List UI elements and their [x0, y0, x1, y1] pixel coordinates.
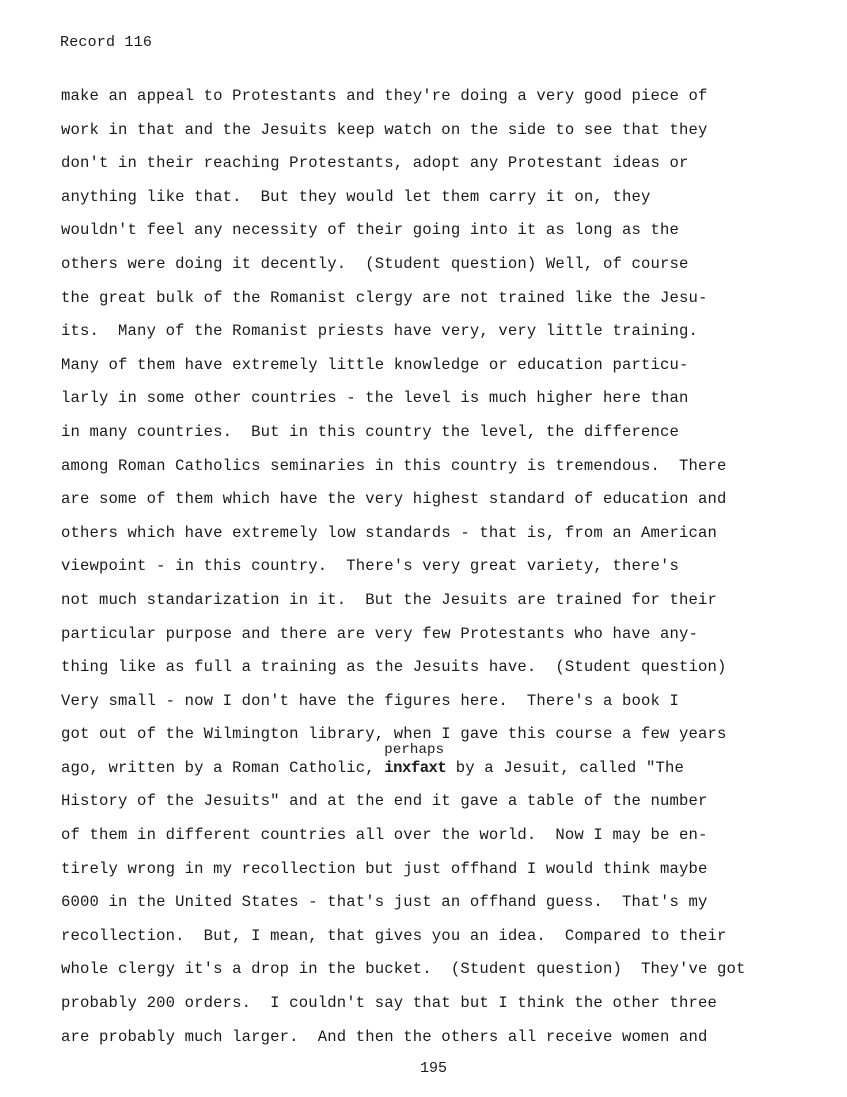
text-line: don't in their reaching Protestants, adopt any Protestant ideas or — [61, 154, 689, 173]
text-line: 6000 in the United States - that's just an offhand guess. That's my — [61, 893, 708, 912]
text-line: thing like as full a training as the Jesuits have. (Student question) — [61, 658, 727, 677]
line-segment-after: by a Jesuit, called "The — [446, 758, 684, 777]
text-line: History of the Jesuits" and at the end it gave a table of the number — [61, 792, 708, 811]
text-line: work in that and the Jesuits keep watch on the side to see that they — [61, 120, 708, 139]
text-line: among Roman Catholics seminaries in this country is tremendous. There — [61, 456, 727, 475]
text-line: particular purpose and there are very few Protestants who have any- — [61, 624, 699, 643]
text-line: in many countries. But in this country the level, the difference — [61, 422, 680, 441]
text-line: whole clergy it's a drop in the bucket. (Student question) They've got — [61, 960, 746, 979]
transcript-body — [61, 84, 821, 1058]
text-line: got out of the Wilmington library, when I gave this course a few years — [61, 725, 727, 744]
text-line-with-correction — [61, 741, 821, 790]
text-line: probably 200 orders. I couldn't say that but I think the other three — [61, 994, 718, 1013]
text-line: others which have extremely low standards - that is, from an American — [61, 523, 718, 542]
text-line: Very small - now I don't have the figures here. There's a book I — [61, 691, 680, 710]
text-line: Many of them have extremely little knowledge or education particu- — [61, 355, 689, 374]
text-line: recollection. But, I mean, that gives you an idea. Compared to their — [61, 926, 727, 945]
correction — [384, 741, 447, 777]
text-line: viewpoint - in this country. There's very great variety, there's — [61, 557, 680, 576]
text-line: of them in different countries all over the world. Now I may be en- — [61, 826, 708, 845]
struck-out-text: inxfaxt — [384, 758, 447, 777]
text-line: wouldn't feel any necessity of their going into it as long as the — [61, 221, 680, 240]
text-line: anything like that. But they would let them carry it on, they — [61, 187, 651, 206]
text-line: make an appeal to Protestants and they're doing a very good piece of — [61, 87, 708, 105]
text-line: the great bulk of the Romanist clergy are not trained like the Jesu- — [61, 288, 708, 307]
text-line: are some of them which have the very highest standard of education and — [61, 490, 727, 509]
page-number: 195 — [419, 1060, 447, 1077]
text-line: not much standarization in it. But the Jesuits are trained for their — [61, 590, 718, 609]
text-line: are probably much larger. And then the others all receive women and — [61, 1027, 708, 1046]
text-line: larly in some other countries - the level is much higher here than — [61, 389, 689, 408]
line-segment-before: ago, written by a Roman Catholic, — [61, 758, 385, 777]
text-line: its. Many of the Romanist priests have very, very little training. — [61, 322, 699, 341]
interlinear-insertion: perhaps — [384, 741, 445, 758]
text-line: tirely wrong in my recollection but just offhand I would think maybe — [61, 859, 708, 878]
text-line: others were doing it decently. (Student question) Well, of course — [61, 254, 689, 273]
record-header: Record 116 — [60, 34, 153, 51]
